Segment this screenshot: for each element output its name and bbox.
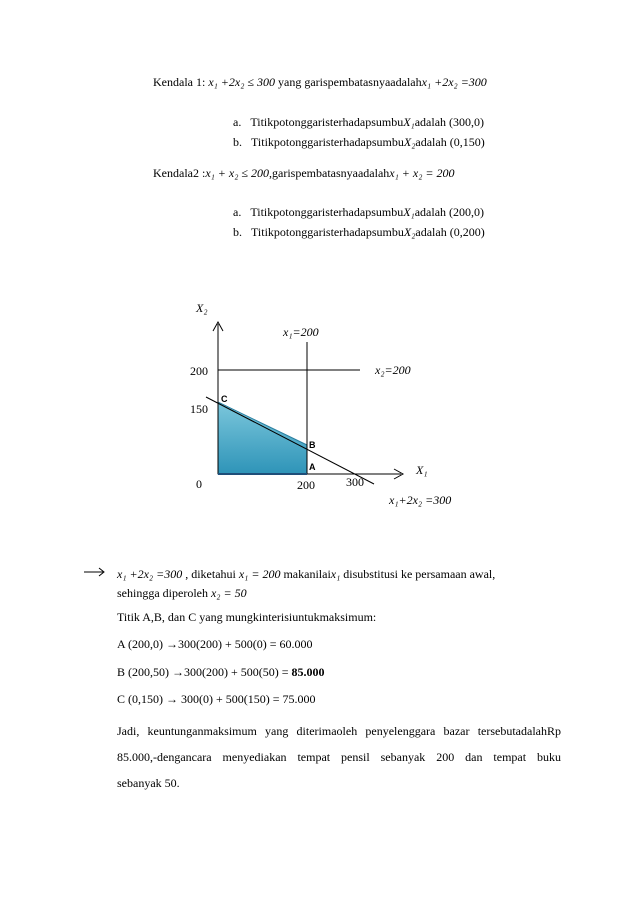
x-tick-200: 200 [297, 478, 315, 492]
kendala-2-equation: x₁ + x₂ = 200 [389, 166, 455, 180]
item-text: Titikpotonggaristerhadapsumbu [250, 115, 404, 129]
axis-name: X₂ [403, 225, 416, 239]
points-intro: Titik A,B, dan C yang mungkinterisiuntukmaksimum: [117, 610, 377, 624]
substitution-line-1 [117, 566, 495, 582]
axis-name: X₁ [403, 115, 415, 129]
item-text-end: adalah (0,200) [415, 225, 485, 239]
text: A (200,0) [117, 637, 166, 651]
arrow-icon: → [166, 692, 178, 706]
conclusion-line-1: Jadi, keuntunganmaksimum yang diterimaoleh penyelenggara bazar tersebutadalahRp [117, 724, 561, 738]
item-text-end: adalah (200,0) [414, 205, 485, 219]
list-marker: b. [233, 135, 242, 149]
kendala-1-equation: x₁ +2x₂ =300 [421, 75, 487, 89]
constraint-equation: x₁ +2x₂ =300 [117, 567, 183, 581]
y-axis-label: X₂ [196, 301, 208, 315]
conclusion-line-3: sebanyak 50. [117, 776, 180, 790]
arrow-icon: → [172, 665, 184, 679]
substitution-line-2 [117, 585, 247, 601]
origin-label: 0 [196, 477, 202, 491]
max-value: 85.000 [291, 665, 325, 679]
point-b-calc [117, 664, 325, 680]
item-text-end: adalah (0,150) [415, 135, 485, 149]
point-a-calc [117, 636, 313, 652]
item-text: Titikpotonggaristerhadapsumbu [250, 205, 404, 219]
axis-name: X₁ [403, 205, 415, 219]
variable: x₁ [330, 567, 341, 581]
text: 300(200) + 500(0) = 60.000 [178, 637, 313, 651]
y-tick-200: 200 [190, 364, 208, 378]
axis-name: X₂ [403, 135, 416, 149]
x-axis-label: X₁ [416, 463, 428, 477]
text: disubstitusi ke persamaan awal, [340, 567, 496, 581]
item-text-end: adalah (300,0) [414, 115, 485, 129]
list-marker: b. [233, 225, 242, 239]
kendala-1-mid-text: yang garispembatasnyaadalah [275, 75, 422, 89]
point-b-label: B [309, 440, 316, 450]
conclusion-paragraph [117, 718, 561, 796]
text: makanilai [280, 567, 331, 581]
list-marker: a. [233, 205, 242, 219]
result-value: x₂ = 50 [210, 586, 247, 600]
kendala-2-label: Kendala2 : [153, 166, 206, 180]
y-tick-150: 150 [190, 402, 208, 416]
arrow-icon: → [166, 637, 178, 651]
text: sehingga diperoleh [117, 586, 211, 600]
x-tick-300: 300 [346, 475, 364, 489]
label-x2-200: x₂=200 [375, 363, 411, 377]
kendala-2-inequality: x₁ + x₂ ≤ 200 [205, 166, 269, 180]
point-c-calc [117, 691, 316, 707]
conclusion-line-2: 85.000,-dengancara menyediakan tempat pensil sebanyak 200 dan tempat buku [117, 750, 561, 764]
kendala-1-inequality: x₁ +2x₂ ≤ 300 [208, 75, 275, 89]
label-constraint-1: x₁+2x₂ =300 [389, 493, 452, 507]
text: 300(0) + 500(150) = 75.000 [178, 692, 316, 706]
list-marker: a. [233, 115, 242, 129]
point-a-label: A [309, 462, 316, 472]
label-x1-200: x₁=200 [283, 325, 319, 339]
text: B (200,50) [117, 665, 172, 679]
kendala-2-mid-text: ,garispembatasnyaadalah [269, 166, 390, 180]
text: , diketahui [182, 567, 239, 581]
right-arrow-icon [84, 567, 106, 577]
feasible-region [218, 402, 307, 474]
text: 300(200) + 500(50) = [184, 665, 292, 679]
given-value: x₁ = 200 [238, 567, 281, 581]
kendala-1-label: Kendala 1: [153, 75, 209, 89]
item-text: Titikpotonggaristerhadapsumbu [251, 225, 404, 239]
item-text: Titikpotonggaristerhadapsumbu [251, 135, 404, 149]
text: C (0,150) [117, 692, 166, 706]
point-c-label: C [221, 394, 228, 404]
